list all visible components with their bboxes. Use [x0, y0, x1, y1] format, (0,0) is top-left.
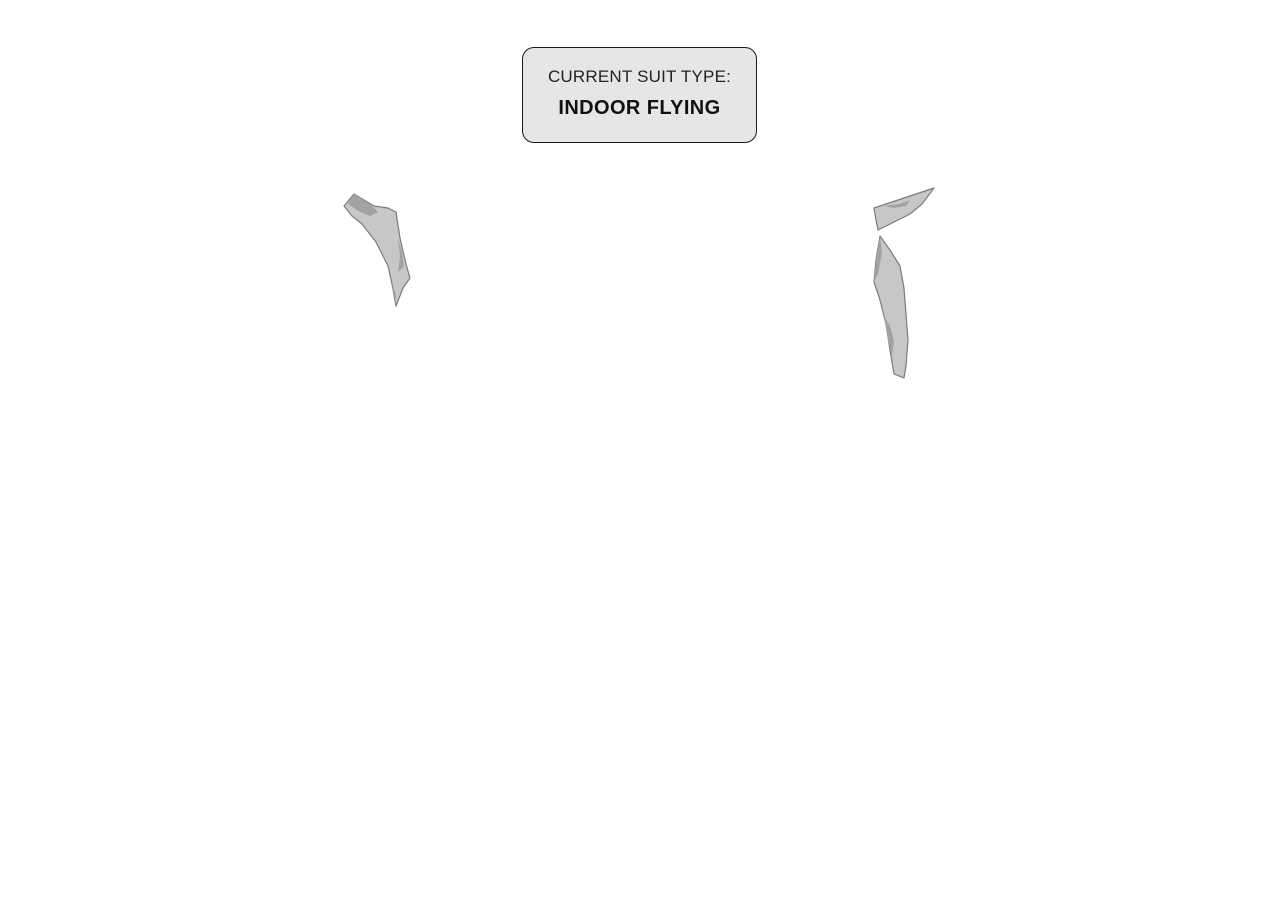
- right-shoulder-panel[interactable]: [870, 186, 938, 234]
- right-arm-panel[interactable]: [866, 232, 914, 382]
- suit-type-label: CURRENT SUIT TYPE:: [547, 67, 732, 86]
- left-arm-panel[interactable]: [340, 190, 415, 312]
- suit-type-selector[interactable]: [522, 47, 757, 143]
- suit-type-value: INDOOR FLYING: [558, 97, 721, 119]
